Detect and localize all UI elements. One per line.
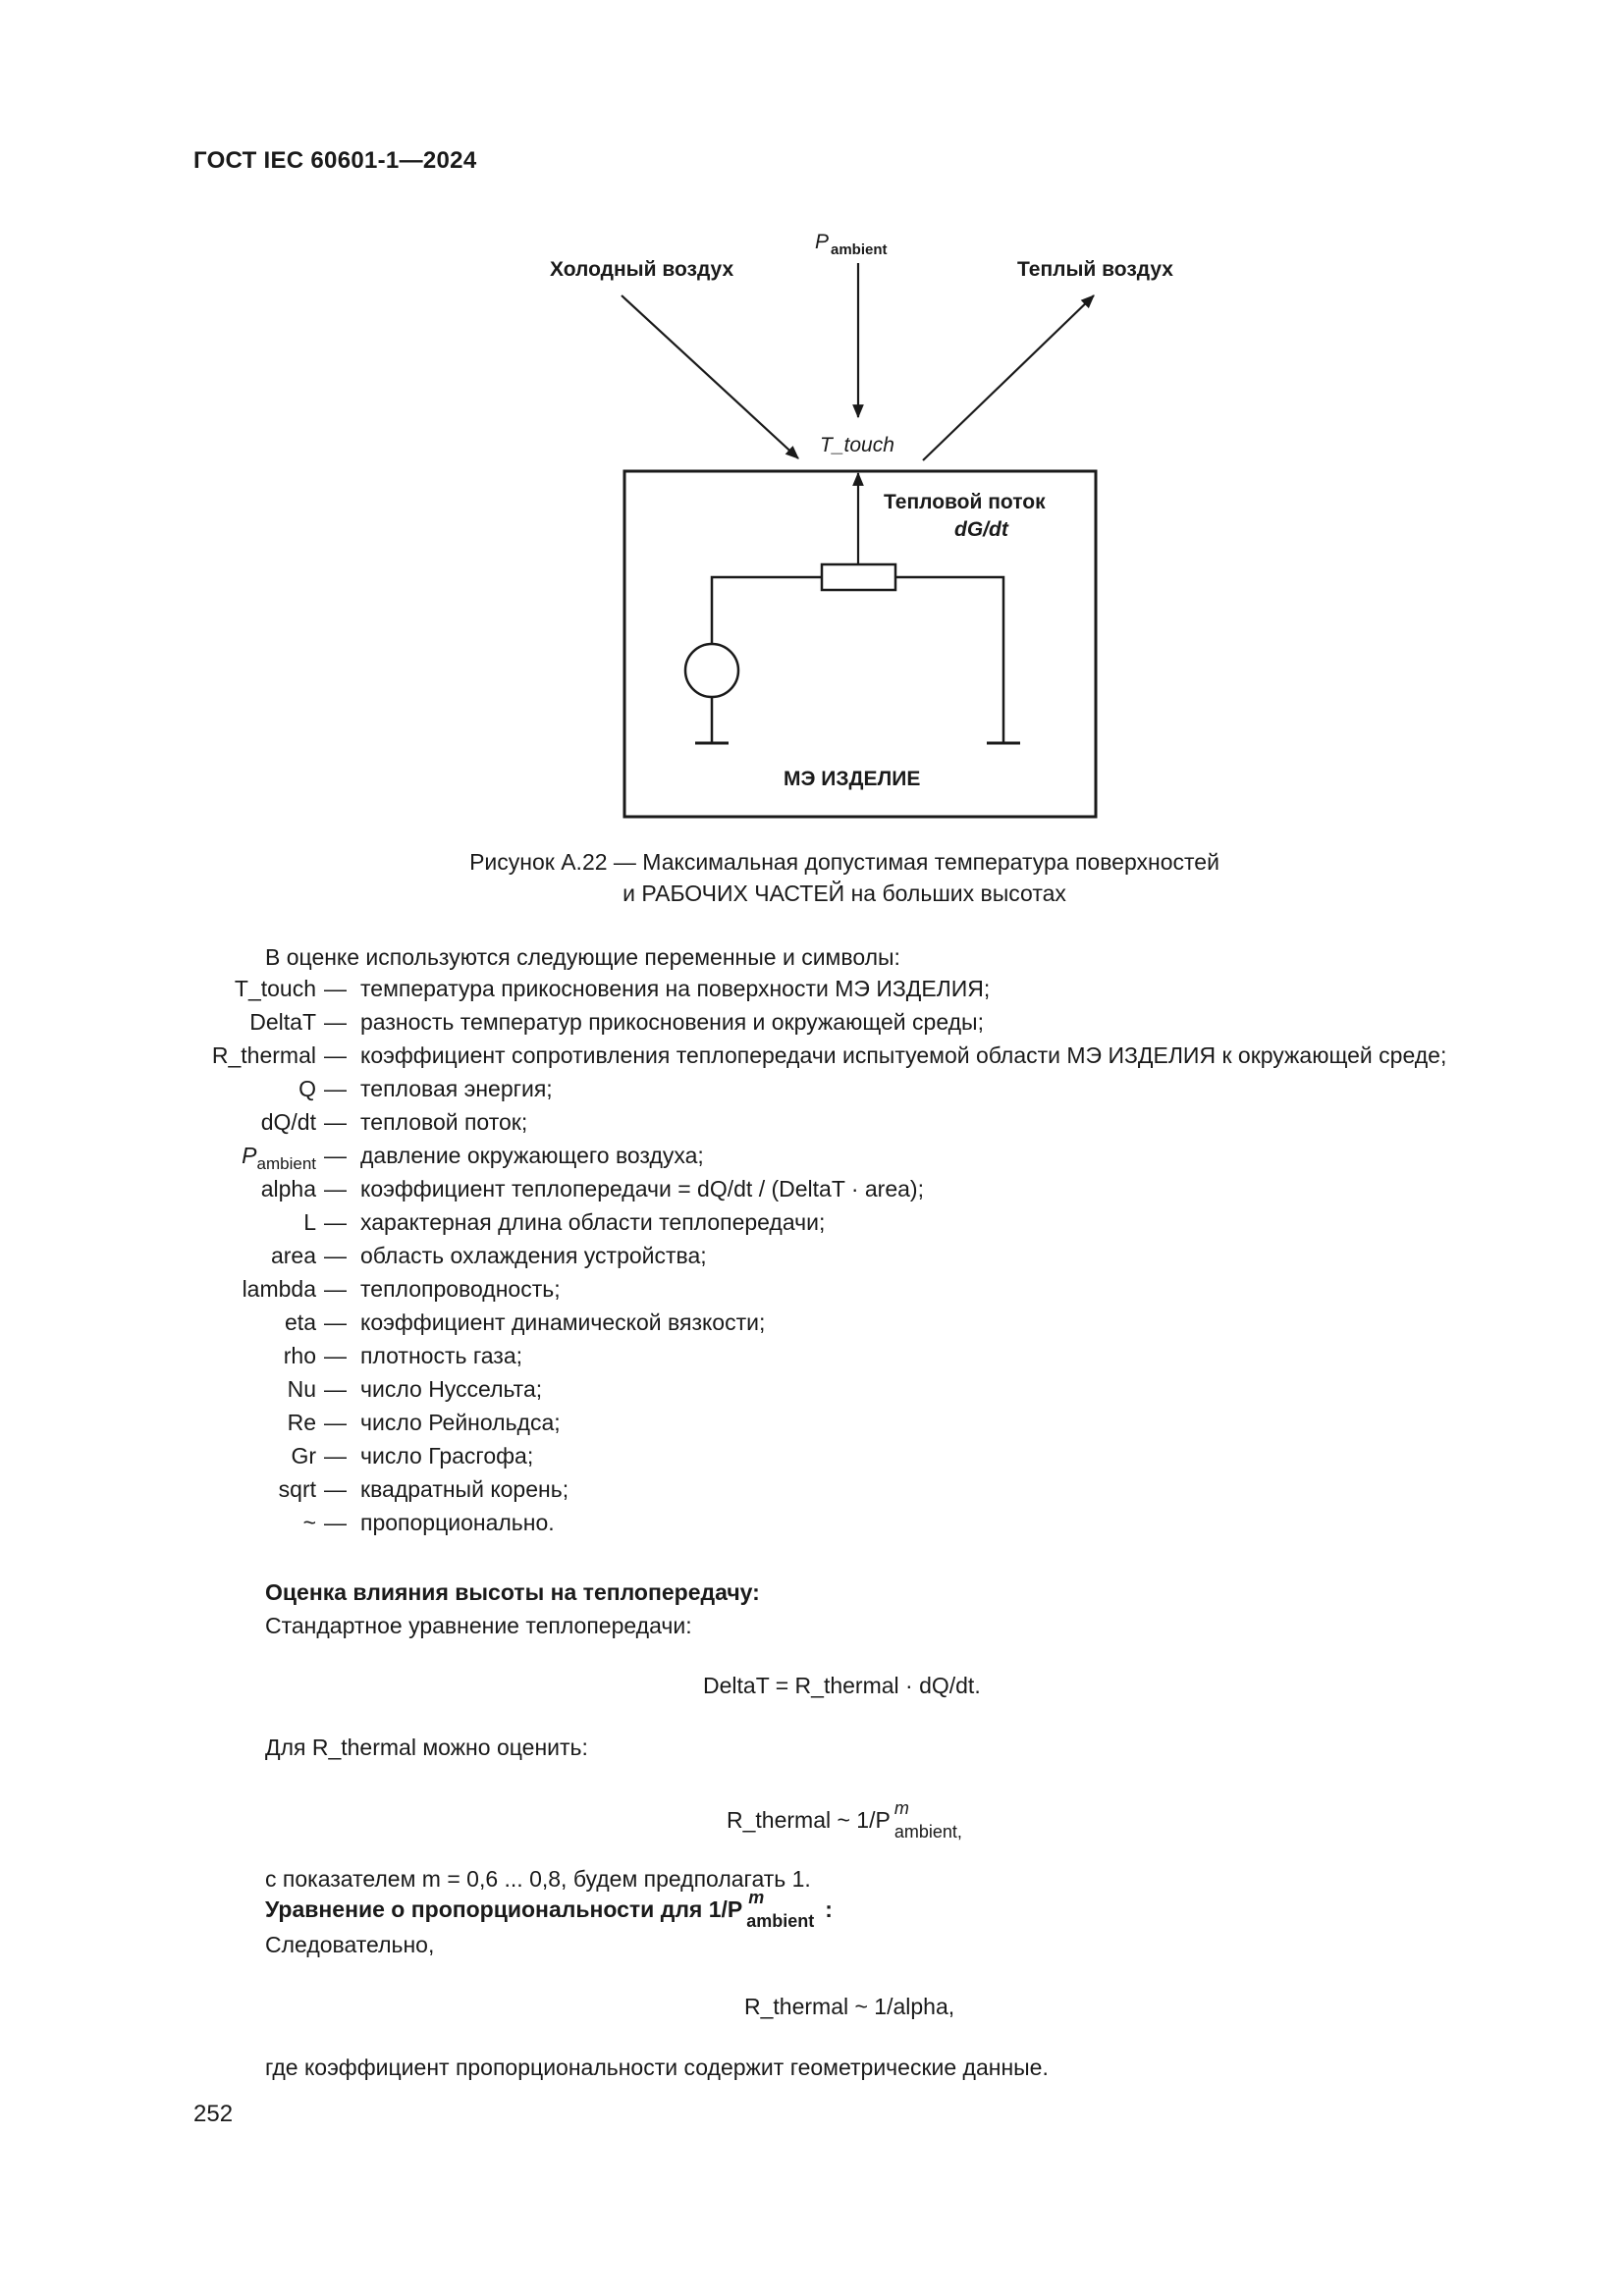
variable-symbol: sqrt <box>278 1476 316 1502</box>
variable-description: коэффициент динамической вязкости; <box>360 1309 766 1335</box>
equation-2-exponent: m <box>893 1798 909 1818</box>
variable-dash: — <box>324 1076 347 1101</box>
variable-symbol: eta <box>285 1309 316 1335</box>
variable-symbol: L <box>303 1209 316 1235</box>
variable-description: разность температур прикосновения и окружающей среды; <box>360 1009 984 1035</box>
variable-row <box>0 1339 1624 1372</box>
variable-dash: — <box>324 976 347 1001</box>
variable-description: число Нуссельта; <box>360 1376 543 1402</box>
variable-row <box>0 1005 1624 1039</box>
proportionality-colon: : <box>825 1896 833 1922</box>
equation-2-main: R_thermal ~ 1/P <box>727 1807 891 1833</box>
variable-description: коэффициент сопротивления теплопередачи испытуемой области МЭ ИЗДЕЛИЯ к окружающей среде; <box>360 1042 1447 1068</box>
proportionality-heading <box>265 1888 833 1931</box>
caption-line-2: и РАБОЧИХ ЧАСТЕЙ на больших высотах <box>623 881 1066 906</box>
variable-description: пропорционально. <box>360 1510 555 1535</box>
variable-description: температура прикосновения на поверхности МЭ ИЗДЕЛИЯ; <box>360 976 991 1001</box>
variable-dash: — <box>324 1176 347 1201</box>
variable-row <box>0 1139 1624 1172</box>
variable-symbol: Q <box>298 1076 316 1101</box>
variable-row <box>0 1506 1624 1539</box>
page-number: 252 <box>193 2101 234 2127</box>
variable-dash: — <box>324 1343 347 1368</box>
variables-intro: В оценке используются следующие переменные и символы: <box>265 944 900 970</box>
variable-dash: — <box>324 1510 347 1535</box>
variable-dash: — <box>324 1243 347 1268</box>
heat-flow-symbol: dG/dt <box>954 518 1008 541</box>
device-box <box>624 471 1096 817</box>
standard-eq-intro: Стандартное уравнение теплопередачи: <box>265 1613 692 1638</box>
variable-description: квадратный корень; <box>360 1476 569 1502</box>
variable-description: теплопроводность; <box>360 1276 561 1302</box>
variable-symbol: Re <box>287 1410 316 1435</box>
r-thermal-intro: Для R_thermal можно оценить: <box>265 1735 588 1760</box>
warm-air-label: Теплый воздух <box>1017 258 1173 281</box>
variable-row <box>0 1372 1624 1406</box>
variable-row <box>0 1439 1624 1472</box>
variable-row <box>0 972 1624 1005</box>
variable-description: область охлаждения устройства; <box>360 1243 707 1268</box>
heat-flow-label: Тепловой поток <box>884 491 1046 513</box>
proportionality-subscript: ambient <box>746 1911 815 1931</box>
variable-symbol: $P_{ambient}$ <box>242 1143 316 1173</box>
variable-symbol: ~ <box>302 1510 316 1535</box>
variable-symbol: DeltaT <box>249 1009 316 1035</box>
variable-description: давление окружающего воздуха; <box>360 1143 704 1168</box>
variable-row <box>0 1239 1624 1272</box>
equation-3: R_thermal ~ 1/alpha, <box>744 1994 955 2019</box>
equation-2 <box>727 1798 969 1842</box>
variable-description: тепловой поток; <box>360 1109 528 1135</box>
variable-symbol: Nu <box>287 1376 316 1402</box>
p-ambient-label: P <box>815 231 830 253</box>
variable-symbol: alpha <box>260 1176 316 1201</box>
figure-caption <box>0 846 1624 909</box>
variable-row <box>0 1472 1624 1506</box>
variable-dash: — <box>324 1209 347 1235</box>
variable-dash: — <box>324 1143 347 1168</box>
variable-description: плотность газа; <box>360 1343 522 1368</box>
variable-row <box>0 1406 1624 1439</box>
proportionality-heading-main: Уравнение о пропорциональности для 1/P <box>265 1896 743 1922</box>
proportionality-exponent: m <box>748 1888 765 1907</box>
proportionality-scripts <box>742 1888 825 1931</box>
variable-description: число Грасгофа; <box>360 1443 534 1468</box>
figure-diagram <box>0 0 1624 844</box>
variable-symbol: lambda <box>242 1276 316 1302</box>
section-heading: Оценка влияния высоты на теплопередачу: <box>265 1579 760 1605</box>
variable-symbol: dQ/dt <box>260 1109 316 1135</box>
equation-2-subscript: ambient, <box>893 1822 962 1842</box>
variable-description: характерная длина области теплопередачи; <box>360 1209 826 1235</box>
circuit-wire-right <box>895 577 1003 743</box>
exponent-note: с показателем m = 0,6 ... 0,8, будем предполагать 1. <box>265 1866 811 1892</box>
variable-dash: — <box>324 1276 347 1302</box>
cold-air-arrow <box>622 295 798 458</box>
variable-row <box>0 1205 1624 1239</box>
variables-list <box>0 972 1624 1539</box>
therefore-text: Следовательно, <box>265 1932 435 1957</box>
source-icon <box>685 644 738 697</box>
variable-symbol: area <box>270 1243 316 1268</box>
document-header: ГОСТ IEC 60601-1—2024 <box>193 147 477 174</box>
variable-symbol: Gr <box>291 1443 316 1468</box>
variable-row <box>0 1072 1624 1105</box>
variable-symbol: T_touch <box>234 976 316 1001</box>
equation-2-scripts <box>891 1798 969 1842</box>
variable-description: коэффициент теплопередачи = dQ/dt / (DeltaT · area); <box>360 1176 924 1201</box>
caption-line-1: Рисунок А.22 — Максимальная допустимая температура поверхностей <box>469 849 1219 875</box>
variable-symbol: rho <box>283 1343 316 1368</box>
variable-dash: — <box>324 1009 347 1035</box>
variable-dash: — <box>324 1376 347 1402</box>
warm-air-arrow <box>923 295 1094 460</box>
variable-row <box>0 1105 1624 1139</box>
variable-symbol: R_thermal <box>211 1042 316 1068</box>
t-touch-label: T_touch <box>820 434 894 456</box>
variable-row <box>0 1272 1624 1306</box>
p-ambient-subscript: ambient <box>831 241 888 258</box>
variable-row <box>0 1039 1624 1072</box>
variable-dash: — <box>324 1410 347 1435</box>
resistor-icon <box>822 564 895 590</box>
device-label: МЭ ИЗДЕЛИЕ <box>784 768 921 790</box>
final-sentence: где коэффициент пропорциональности содержит геометрические данные. <box>265 2055 1049 2080</box>
variable-row <box>0 1172 1624 1205</box>
variable-dash: — <box>324 1309 347 1335</box>
variable-description: тепловая энергия; <box>360 1076 553 1101</box>
variable-row <box>0 1306 1624 1339</box>
cold-air-label: Холодный воздух <box>550 258 734 281</box>
variable-dash: — <box>324 1476 347 1502</box>
variable-dash: — <box>324 1042 347 1068</box>
variable-dash: — <box>324 1109 347 1135</box>
variable-description: число Рейнольдса; <box>360 1410 561 1435</box>
equation-1: DeltaT = R_thermal · dQ/dt. <box>703 1673 981 1698</box>
variable-dash: — <box>324 1443 347 1468</box>
